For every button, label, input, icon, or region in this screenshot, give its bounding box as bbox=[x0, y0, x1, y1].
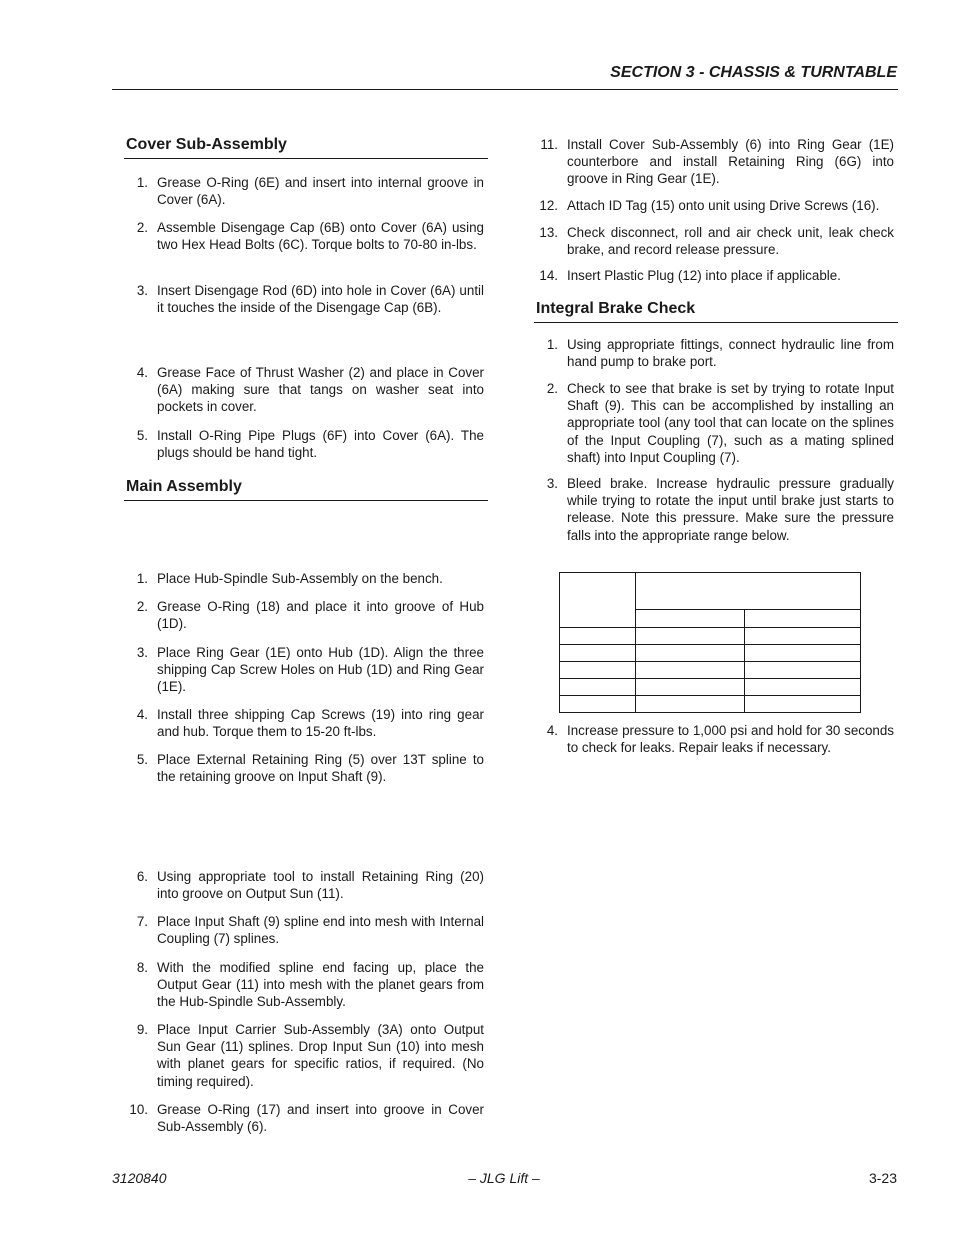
cover-section-title: Cover Sub-Assembly bbox=[126, 136, 287, 153]
step-text: Attach ID Tag (15) onto unit using Drive Screws (16). bbox=[567, 198, 880, 213]
step-text: Bleed brake. Increase hydraulic pressure gradually while trying to rotate the input until brake just starts to release. Note this pressure. Make sure the pressure falls into the appropriate range below. bbox=[567, 476, 894, 543]
step-text: Place External Retaining Ring (5) over 13T spline to the retaining groove on Input Shaft (9). bbox=[157, 752, 484, 785]
step-text: Increase pressure to 1,000 psi and hold for 30 seconds to check for leaks. Repair leaks if necessary. bbox=[567, 723, 894, 756]
step-number: 1. bbox=[136, 571, 148, 586]
footer-doc-number: 3120840 bbox=[112, 1170, 167, 1186]
step-text: Assemble Disengage Cap (6B) onto Cover (6A) using two Hex Head Bolts (6C). Torque bolts to 70-80 in-lbs. bbox=[157, 220, 484, 253]
step-number: 10. bbox=[129, 1102, 148, 1117]
step-text: With the modified spline end facing up, place the Output Gear (11) into mesh with the planet gears from the Hub-Spindle Sub-Assembly. bbox=[157, 960, 484, 1010]
step-number: 13. bbox=[539, 225, 558, 240]
step-number: 4. bbox=[136, 365, 148, 380]
table-header-cell bbox=[560, 573, 636, 628]
table-subheader-cell bbox=[745, 610, 861, 628]
step-text: Install Cover Sub-Assembly (6) into Ring Gear (1E) counterbore and install Retaining Ring (6G) into groove in Ring Gear (1E). bbox=[567, 137, 894, 187]
section-header: SECTION 3 - CHASSIS & TURNTABLE bbox=[610, 64, 897, 81]
step-number: 8. bbox=[136, 960, 148, 975]
cover-section-rule bbox=[124, 158, 488, 159]
footer-page-number: 3-23 bbox=[868, 1170, 897, 1186]
step-text: Place Input Shaft (9) spline end into mesh with Internal Coupling (7) splines. bbox=[157, 914, 484, 947]
step-text: Grease O-Ring (18) and place it into groove of Hub (1D). bbox=[157, 599, 484, 632]
brake-section-rule bbox=[534, 322, 898, 323]
step-text: Grease O-Ring (6E) and insert into internal groove in Cover (6A). bbox=[157, 175, 484, 208]
step-text: Insert Disengage Rod (6D) into hole in Cover (6A) until it touches the inside of the Disengage Cap (6B). bbox=[157, 283, 484, 316]
step-text: Check to see that brake is set by trying to rotate Input Shaft (9). This can be accomplished by installing an appropriate tool (any tool that can locate on the splines of the Input Coupling (7), such as a mating splined shaft) into Input Coupling (7). bbox=[567, 381, 894, 465]
step-number: 2. bbox=[136, 220, 148, 235]
step-number: 3. bbox=[136, 283, 148, 298]
step-number: 4. bbox=[546, 723, 558, 738]
step-text: Place Hub-Spindle Sub-Assembly on the bench. bbox=[157, 571, 443, 586]
step-text: Grease O-Ring (17) and insert into groove in Cover Sub-Assembly (6). bbox=[157, 1102, 484, 1135]
step-text: Place Input Carrier Sub-Assembly (3A) onto Output Sun Gear (11) splines. Drop Input Sun (10) into mesh with planet gears for specific ratios, if required. (No timing required). bbox=[157, 1022, 484, 1089]
table-row bbox=[560, 679, 861, 696]
step-number: 1. bbox=[136, 175, 148, 190]
table-row bbox=[560, 662, 861, 679]
header-rule bbox=[112, 89, 898, 90]
step-text: Check disconnect, roll and air check unit, leak check brake, and record release pressure. bbox=[567, 225, 894, 258]
table-header-cell bbox=[635, 573, 860, 610]
step-number: 5. bbox=[136, 428, 148, 443]
step-text: Grease Face of Thrust Washer (2) and place in Cover (6A) making sure that tangs on washer seat into pockets in cover. bbox=[157, 365, 484, 415]
main-section-title: Main Assembly bbox=[126, 478, 242, 495]
step-number: 7. bbox=[136, 914, 148, 929]
table-row bbox=[560, 628, 861, 645]
step-number: 3. bbox=[546, 476, 558, 491]
brake-pressure-table bbox=[559, 572, 861, 713]
table-row bbox=[560, 645, 861, 662]
brake-section-title: Integral Brake Check bbox=[536, 300, 696, 317]
step-number: 1. bbox=[546, 337, 558, 352]
table-subheader-cell bbox=[635, 610, 745, 628]
step-number: 3. bbox=[136, 645, 148, 660]
step-text: Using appropriate tool to install Retaining Ring (20) into groove on Output Sun (11). bbox=[157, 869, 484, 902]
step-number: 14. bbox=[539, 268, 558, 283]
step-number: 6. bbox=[136, 869, 148, 884]
main-section-rule bbox=[124, 500, 488, 501]
step-number: 11. bbox=[540, 137, 558, 152]
step-number: 5. bbox=[136, 752, 148, 767]
step-number: 12. bbox=[539, 198, 558, 213]
step-text: Place Ring Gear (1E) onto Hub (1D). Align the three shipping Cap Screw Holes on Hub (1D) and Ring Gear (1E). bbox=[157, 645, 484, 695]
step-number: 2. bbox=[136, 599, 148, 614]
step-text: Insert Plastic Plug (12) into place if applicable. bbox=[567, 268, 841, 283]
step-text: Install O-Ring Pipe Plugs (6F) into Cover (6A). The plugs should be hand tight. bbox=[157, 428, 484, 461]
step-number: 4. bbox=[136, 707, 148, 722]
step-number: 2. bbox=[546, 381, 558, 396]
step-text: Install three shipping Cap Screws (19) into ring gear and hub. Torque them to 15-20 ft-lbs. bbox=[157, 707, 484, 740]
step-text: Using appropriate fittings, connect hydraulic line from hand pump to brake port. bbox=[567, 337, 894, 370]
step-number: 9. bbox=[136, 1022, 148, 1037]
footer-brand: – JLG Lift – bbox=[468, 1170, 540, 1186]
table-row bbox=[560, 696, 861, 713]
